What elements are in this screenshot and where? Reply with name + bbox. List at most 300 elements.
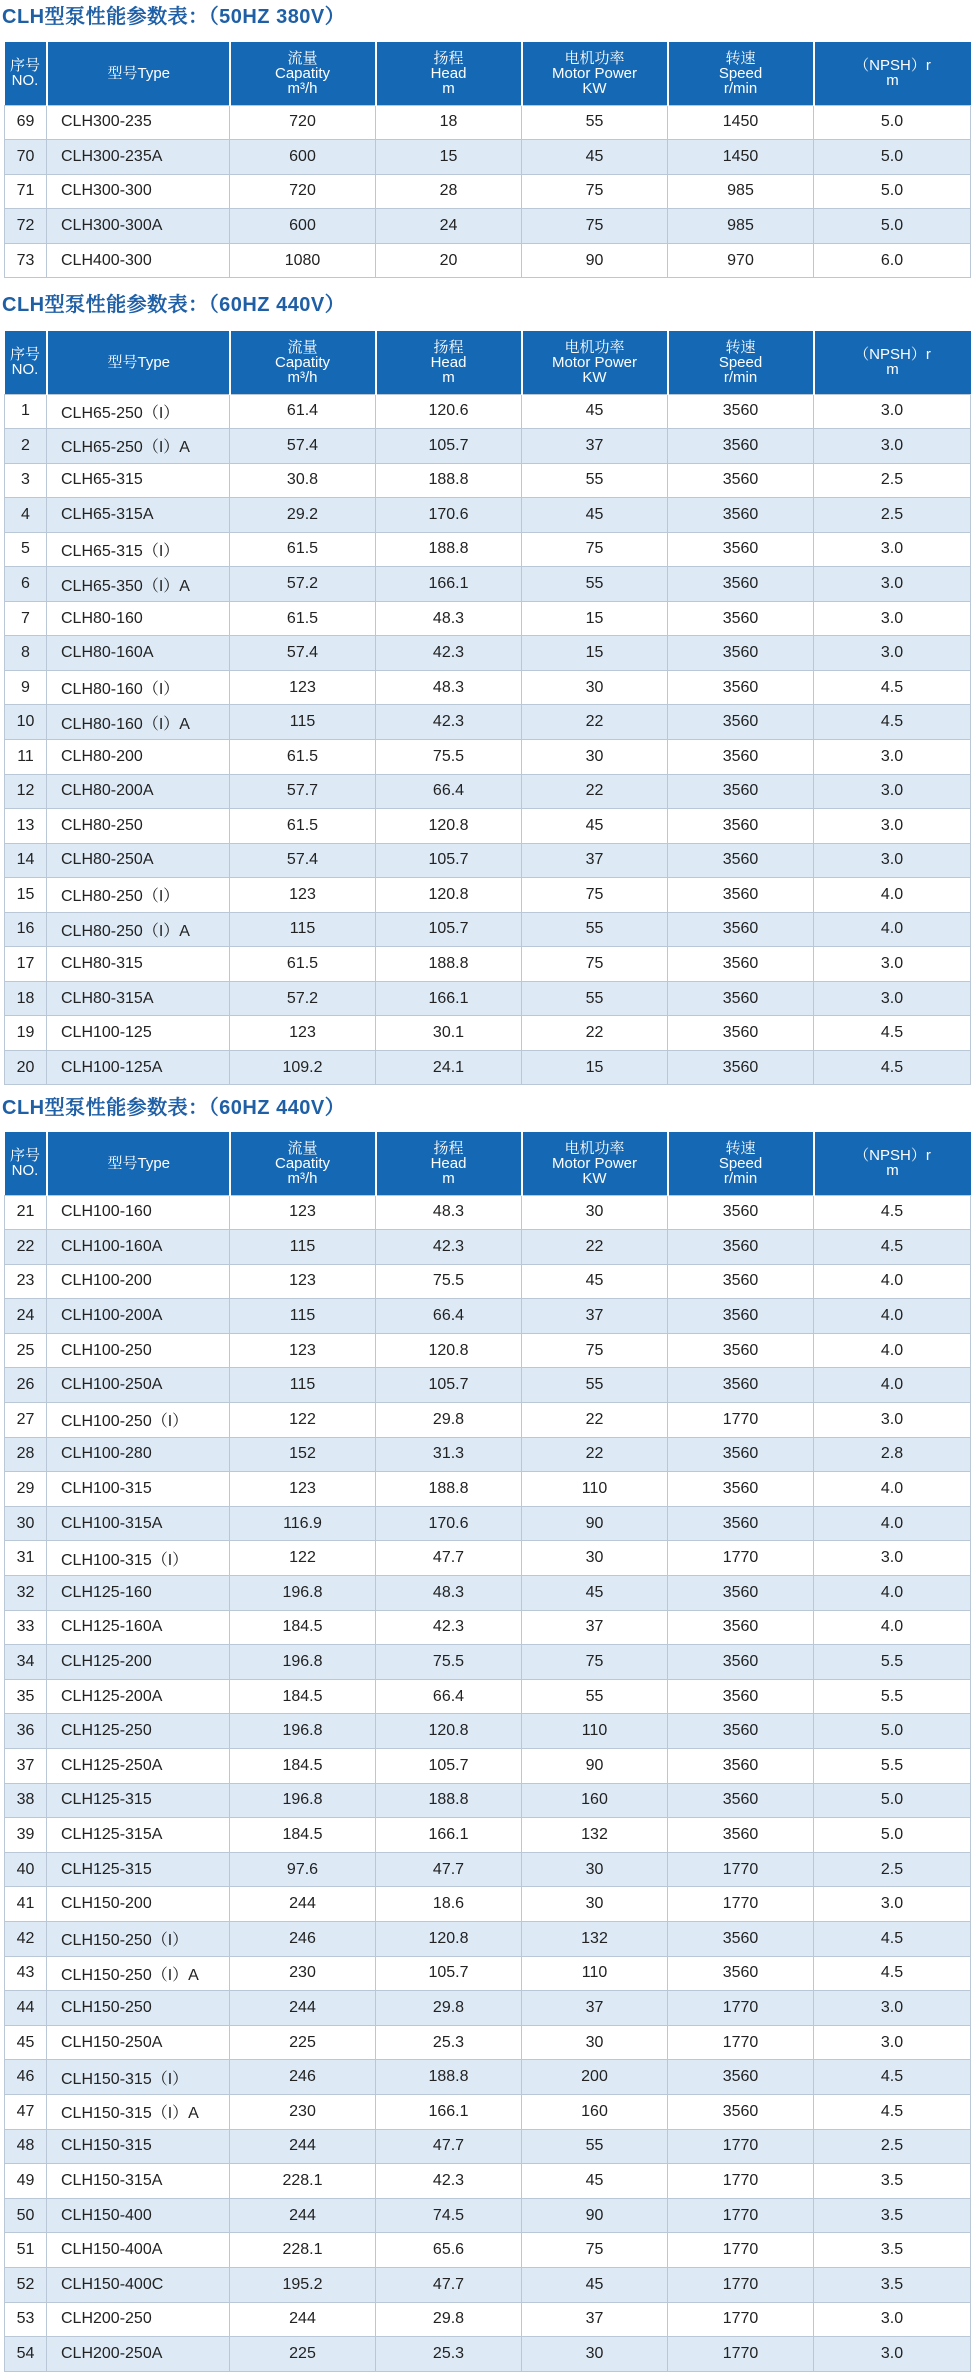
cell-speed: 3560	[668, 1576, 814, 1611]
cell-no: 11	[5, 739, 47, 774]
cell-no: 12	[5, 774, 47, 809]
cell-head: 42.3	[376, 636, 522, 671]
cell-power: 37	[522, 429, 668, 464]
section-title-1: CLH型泵性能参数表：（50HZ 380V）	[2, 6, 346, 28]
cell-no: 36	[5, 1714, 47, 1749]
table-row	[5, 912, 971, 947]
cell-capacity: 246	[230, 1921, 376, 1956]
cell-capacity: 244	[230, 1991, 376, 2026]
cell-head: 25.3	[376, 2025, 522, 2060]
cell-speed: 3560	[668, 1195, 814, 1230]
header-no-line: NO.	[11, 72, 39, 90]
cell-npsh: 4.5	[814, 1956, 971, 1991]
cell-npsh: 3.0	[814, 1541, 971, 1576]
cell-capacity: 184.5	[230, 1749, 376, 1784]
table-row	[5, 1991, 971, 2026]
cell-capacity: 109.2	[230, 1050, 376, 1085]
table-row	[5, 809, 971, 844]
cell-speed: 1450	[668, 140, 814, 175]
cell-power: 55	[522, 463, 668, 498]
cell-model: CLH100-160A	[47, 1230, 230, 1265]
cell-no: 3	[5, 463, 47, 498]
cell-npsh: 3.0	[814, 636, 971, 671]
cell-model: CLH150-315	[47, 2129, 230, 2164]
cell-capacity: 244	[230, 2302, 376, 2337]
table-row	[5, 2129, 971, 2164]
table-row	[5, 1541, 971, 1576]
cell-model: CLH125-160A	[47, 1610, 230, 1645]
cell-head: 18.6	[376, 1887, 522, 1922]
cell-no: 41	[5, 1887, 47, 1922]
cell-model: CLH150-400C	[47, 2267, 230, 2302]
header-speed-line: Speed	[718, 353, 763, 371]
cell-capacity: 184.5	[230, 1610, 376, 1645]
cell-head: 188.8	[376, 947, 522, 982]
table-row	[5, 2164, 971, 2199]
cell-model: CLH65-350（I）A	[47, 567, 230, 602]
header-head-line: Head	[430, 64, 467, 82]
header-speed-line: Speed	[718, 64, 763, 82]
header-head-line: m	[442, 368, 455, 386]
table-row	[5, 2267, 971, 2302]
header-power	[522, 331, 668, 394]
cell-head: 30.1	[376, 1016, 522, 1051]
header-power-line: 电机功率	[564, 338, 625, 356]
header-capacity-line: 流量	[287, 49, 318, 67]
cell-no: 51	[5, 2233, 47, 2268]
header-power	[522, 42, 668, 105]
cell-no: 70	[5, 140, 47, 175]
cell-power: 22	[522, 1403, 668, 1438]
cell-model: CLH100-250A	[47, 1368, 230, 1403]
cell-speed: 1770	[668, 1403, 814, 1438]
header-speed-line: 转速	[725, 1139, 756, 1157]
cell-head: 18	[376, 105, 522, 140]
cell-head: 105.7	[376, 912, 522, 947]
cell-npsh: 4.0	[814, 1576, 971, 1611]
cell-power: 45	[522, 2164, 668, 2199]
cell-capacity: 123	[230, 1195, 376, 1230]
cell-model: CLH400-300	[47, 243, 230, 278]
header-capacity-line: m³/h	[287, 1169, 318, 1187]
cell-model: CLH65-250（I）	[47, 394, 230, 429]
table-row	[5, 463, 971, 498]
cell-npsh: 4.0	[814, 1506, 971, 1541]
cell-head: 166.1	[376, 981, 522, 1016]
cell-power: 75	[522, 532, 668, 567]
cell-head: 24	[376, 209, 522, 244]
cell-model: CLH65-250（I）A	[47, 429, 230, 464]
cell-power: 37	[522, 1991, 668, 2026]
cell-model: CLH65-315	[47, 463, 230, 498]
cell-npsh: 4.5	[814, 1050, 971, 1085]
header-speed-line: 转速	[725, 49, 756, 67]
header-npsh-line: （NPSH）r	[854, 346, 931, 364]
cell-power: 90	[522, 1749, 668, 1784]
cell-head: 48.3	[376, 670, 522, 705]
table-row	[5, 1749, 971, 1784]
cell-no: 53	[5, 2302, 47, 2337]
cell-capacity: 122	[230, 1541, 376, 1576]
cell-npsh: 3.5	[814, 2233, 971, 2268]
cell-power: 45	[522, 394, 668, 429]
cell-npsh: 3.0	[814, 2302, 971, 2337]
table-row	[5, 636, 971, 671]
cell-model: CLH80-200	[47, 739, 230, 774]
cell-head: 47.7	[376, 2129, 522, 2164]
cell-speed: 3560	[668, 1264, 814, 1299]
header-capacity-line: Capatity	[274, 353, 331, 371]
cell-head: 188.8	[376, 2060, 522, 2095]
cell-npsh: 4.5	[814, 2094, 971, 2129]
cell-npsh: 3.0	[814, 843, 971, 878]
cell-speed: 3560	[668, 947, 814, 982]
cell-model: CLH150-400A	[47, 2233, 230, 2268]
cell-head: 120.8	[376, 809, 522, 844]
cell-npsh: 4.5	[814, 2060, 971, 2095]
header-power	[522, 1132, 668, 1195]
cell-model: CLH100-200	[47, 1264, 230, 1299]
cell-speed: 985	[668, 209, 814, 244]
cell-speed: 3560	[668, 1299, 814, 1334]
cell-capacity: 115	[230, 1230, 376, 1265]
table-row	[5, 1887, 971, 1922]
cell-model: CLH80-250（I）A	[47, 912, 230, 947]
cell-capacity: 123	[230, 1333, 376, 1368]
header-capacity-line: Capatity	[274, 64, 331, 82]
cell-power: 45	[522, 498, 668, 533]
cell-power: 90	[522, 243, 668, 278]
cell-speed: 3560	[668, 1333, 814, 1368]
cell-no: 52	[5, 2267, 47, 2302]
cell-capacity: 57.4	[230, 636, 376, 671]
cell-head: 25.3	[376, 2337, 522, 2372]
cell-head: 75.5	[376, 1264, 522, 1299]
table-row	[5, 209, 971, 244]
cell-head: 47.7	[376, 2267, 522, 2302]
cell-capacity: 115	[230, 1299, 376, 1334]
cell-model: CLH100-160	[47, 1195, 230, 1230]
cell-model: CLH125-160	[47, 1576, 230, 1611]
cell-head: 48.3	[376, 1195, 522, 1230]
cell-speed: 1770	[668, 1887, 814, 1922]
cell-head: 42.3	[376, 705, 522, 740]
cell-speed: 3560	[668, 429, 814, 464]
table-row	[5, 1230, 971, 1265]
cell-no: 32	[5, 1576, 47, 1611]
cell-no: 7	[5, 601, 47, 636]
cell-head: 105.7	[376, 1368, 522, 1403]
header-head-line: 扬程	[433, 338, 464, 356]
cell-model: CLH100-315（I）	[47, 1541, 230, 1576]
cell-no: 39	[5, 1818, 47, 1853]
cell-speed: 3560	[668, 1956, 814, 1991]
cell-npsh: 4.0	[814, 1264, 971, 1299]
cell-no: 24	[5, 1299, 47, 1334]
table-row	[5, 394, 971, 429]
cell-speed: 3560	[668, 1610, 814, 1645]
table-row	[5, 1403, 971, 1438]
table-row	[5, 1264, 971, 1299]
cell-npsh: 3.5	[814, 2267, 971, 2302]
header-speed-line: 转速	[725, 338, 756, 356]
cell-model: CLH80-160（I）A	[47, 705, 230, 740]
cell-no: 2	[5, 429, 47, 464]
cell-speed: 3560	[668, 498, 814, 533]
cell-model: CLH300-300	[47, 174, 230, 209]
header-model-line: 型号Type	[107, 1154, 171, 1172]
header-model	[47, 1132, 230, 1195]
cell-no: 10	[5, 705, 47, 740]
header-capacity-line: m³/h	[287, 368, 318, 386]
cell-head: 65.6	[376, 2233, 522, 2268]
cell-speed: 3560	[668, 567, 814, 602]
cell-power: 75	[522, 2233, 668, 2268]
cell-no: 50	[5, 2198, 47, 2233]
cell-capacity: 61.5	[230, 809, 376, 844]
cell-power: 37	[522, 1299, 668, 1334]
header-npsh-line: （NPSH）r	[854, 1147, 931, 1165]
cell-capacity: 57.2	[230, 981, 376, 1016]
cell-power: 55	[522, 105, 668, 140]
cell-power: 37	[522, 843, 668, 878]
cell-no: 47	[5, 2094, 47, 2129]
cell-no: 6	[5, 567, 47, 602]
cell-head: 105.7	[376, 843, 522, 878]
cell-npsh: 3.0	[814, 601, 971, 636]
table-row	[5, 705, 971, 740]
cell-power: 15	[522, 1050, 668, 1085]
table-row	[5, 429, 971, 464]
cell-npsh: 4.5	[814, 1230, 971, 1265]
cell-capacity: 115	[230, 1368, 376, 1403]
header-head	[376, 42, 522, 105]
cell-capacity: 152	[230, 1437, 376, 1472]
cell-power: 30	[522, 1852, 668, 1887]
cell-no: 37	[5, 1749, 47, 1784]
cell-speed: 3560	[668, 1368, 814, 1403]
cell-head: 120.6	[376, 394, 522, 429]
cell-model: CLH125-200	[47, 1645, 230, 1680]
cell-speed: 3560	[668, 1714, 814, 1749]
cell-capacity: 57.4	[230, 429, 376, 464]
cell-npsh: 5.0	[814, 174, 971, 209]
cell-model: CLH80-200A	[47, 774, 230, 809]
cell-power: 200	[522, 2060, 668, 2095]
cell-no: 31	[5, 1541, 47, 1576]
cell-power: 45	[522, 140, 668, 175]
cell-power: 55	[522, 2129, 668, 2164]
cell-no: 9	[5, 670, 47, 705]
cell-head: 42.3	[376, 1610, 522, 1645]
cell-model: CLH150-400	[47, 2198, 230, 2233]
cell-capacity: 184.5	[230, 1818, 376, 1853]
cell-capacity: 228.1	[230, 2164, 376, 2199]
cell-speed: 3560	[668, 2060, 814, 2095]
table-row	[5, 2302, 971, 2337]
cell-speed: 1770	[668, 1541, 814, 1576]
header-speed	[668, 42, 814, 105]
cell-no: 49	[5, 2164, 47, 2199]
table-row	[5, 878, 971, 913]
header-power-line: KW	[582, 368, 607, 386]
table-row	[5, 1333, 971, 1368]
cell-capacity: 230	[230, 2094, 376, 2129]
cell-no: 25	[5, 1333, 47, 1368]
cell-capacity: 97.6	[230, 1852, 376, 1887]
section-title-3: CLH型泵性能参数表：（60HZ 440V）	[2, 1097, 346, 1119]
header-head-line: 扬程	[433, 49, 464, 67]
cell-model: CLH80-315A	[47, 981, 230, 1016]
cell-speed: 3560	[668, 1472, 814, 1507]
cell-model: CLH100-200A	[47, 1299, 230, 1334]
cell-model: CLH150-200	[47, 1887, 230, 1922]
cell-npsh: 5.0	[814, 209, 971, 244]
cell-power: 75	[522, 947, 668, 982]
cell-capacity: 123	[230, 1264, 376, 1299]
cell-npsh: 5.0	[814, 105, 971, 140]
table-row	[5, 105, 971, 140]
cell-model: CLH80-160（I）	[47, 670, 230, 705]
cell-speed: 3560	[668, 981, 814, 1016]
spec-table-2	[4, 331, 971, 1085]
header-model	[47, 42, 230, 105]
cell-head: 120.8	[376, 1333, 522, 1368]
cell-capacity: 61.5	[230, 947, 376, 982]
cell-model: CLH65-315A	[47, 498, 230, 533]
spec-table-3	[4, 1132, 971, 2372]
cell-model: CLH150-250	[47, 1991, 230, 2026]
cell-head: 188.8	[376, 1783, 522, 1818]
cell-capacity: 225	[230, 2025, 376, 2060]
header-npsh-line: m	[886, 361, 899, 379]
header-head	[376, 1132, 522, 1195]
cell-power: 45	[522, 1576, 668, 1611]
header-npsh	[814, 331, 971, 394]
cell-capacity: 720	[230, 105, 376, 140]
cell-head: 20	[376, 243, 522, 278]
cell-npsh: 5.0	[814, 1818, 971, 1853]
cell-power: 37	[522, 1610, 668, 1645]
cell-power: 75	[522, 209, 668, 244]
cell-model: CLH100-315A	[47, 1506, 230, 1541]
table-row	[5, 1472, 971, 1507]
cell-npsh: 4.0	[814, 1472, 971, 1507]
table-row	[5, 843, 971, 878]
cell-speed: 3560	[668, 843, 814, 878]
cell-head: 29.8	[376, 1991, 522, 2026]
table-row	[5, 174, 971, 209]
cell-head: 75.5	[376, 739, 522, 774]
cell-npsh: 4.0	[814, 1299, 971, 1334]
header-head-line: m	[442, 79, 455, 97]
cell-capacity: 123	[230, 670, 376, 705]
table-row	[5, 1506, 971, 1541]
cell-npsh: 3.0	[814, 532, 971, 567]
table-row	[5, 2060, 971, 2095]
cell-capacity: 720	[230, 174, 376, 209]
cell-capacity: 246	[230, 2060, 376, 2095]
cell-speed: 1770	[668, 2164, 814, 2199]
cell-power: 110	[522, 1714, 668, 1749]
cell-capacity: 115	[230, 705, 376, 740]
cell-head: 28	[376, 174, 522, 209]
table-row	[5, 140, 971, 175]
table-row	[5, 1610, 971, 1645]
header-power-line: 电机功率	[564, 49, 625, 67]
cell-capacity: 116.9	[230, 1506, 376, 1541]
cell-head: 42.3	[376, 2164, 522, 2199]
cell-no: 71	[5, 174, 47, 209]
table-row	[5, 1016, 971, 1051]
cell-npsh: 3.5	[814, 2164, 971, 2199]
cell-no: 48	[5, 2129, 47, 2164]
cell-no: 73	[5, 243, 47, 278]
cell-no: 22	[5, 1230, 47, 1265]
cell-speed: 3560	[668, 912, 814, 947]
cell-capacity: 196.8	[230, 1714, 376, 1749]
cell-npsh: 3.0	[814, 1887, 971, 1922]
cell-head: 170.6	[376, 498, 522, 533]
header-npsh	[814, 42, 971, 105]
header-no-line: NO.	[11, 1162, 39, 1180]
cell-npsh: 5.0	[814, 1783, 971, 1818]
cell-model: CLH100-250	[47, 1333, 230, 1368]
cell-capacity: 57.2	[230, 567, 376, 602]
cell-model: CLH65-315（I）	[47, 532, 230, 567]
cell-power: 132	[522, 1921, 668, 1956]
cell-speed: 985	[668, 174, 814, 209]
table-row	[5, 2025, 971, 2060]
table-row	[5, 670, 971, 705]
table-row	[5, 2233, 971, 2268]
cell-npsh: 4.0	[814, 878, 971, 913]
cell-no: 27	[5, 1403, 47, 1438]
cell-power: 22	[522, 1230, 668, 1265]
header-power-line: Motor Power	[551, 64, 638, 82]
cell-head: 48.3	[376, 601, 522, 636]
cell-speed: 1770	[668, 2302, 814, 2337]
cell-head: 120.8	[376, 878, 522, 913]
table-row	[5, 1783, 971, 1818]
cell-model: CLH125-315	[47, 1783, 230, 1818]
cell-model: CLH200-250A	[47, 2337, 230, 2372]
cell-head: 120.8	[376, 1714, 522, 1749]
cell-model: CLH80-315	[47, 947, 230, 982]
cell-capacity: 123	[230, 1472, 376, 1507]
header-npsh	[814, 1132, 971, 1195]
cell-speed: 3560	[668, 739, 814, 774]
cell-npsh: 3.0	[814, 1991, 971, 2026]
cell-head: 170.6	[376, 1506, 522, 1541]
cell-capacity: 123	[230, 878, 376, 913]
cell-npsh: 5.5	[814, 1679, 971, 1714]
cell-power: 30	[522, 739, 668, 774]
cell-head: 166.1	[376, 1818, 522, 1853]
header-no	[5, 1132, 47, 1195]
cell-npsh: 2.8	[814, 1437, 971, 1472]
cell-no: 21	[5, 1195, 47, 1230]
cell-model: CLH150-250（I）A	[47, 1956, 230, 1991]
cell-capacity: 196.8	[230, 1576, 376, 1611]
cell-head: 31.3	[376, 1437, 522, 1472]
cell-head: 105.7	[376, 429, 522, 464]
cell-power: 75	[522, 174, 668, 209]
cell-power: 22	[522, 1437, 668, 1472]
cell-power: 30	[522, 1887, 668, 1922]
header-head-line: Head	[430, 1154, 467, 1172]
cell-speed: 1770	[668, 2129, 814, 2164]
